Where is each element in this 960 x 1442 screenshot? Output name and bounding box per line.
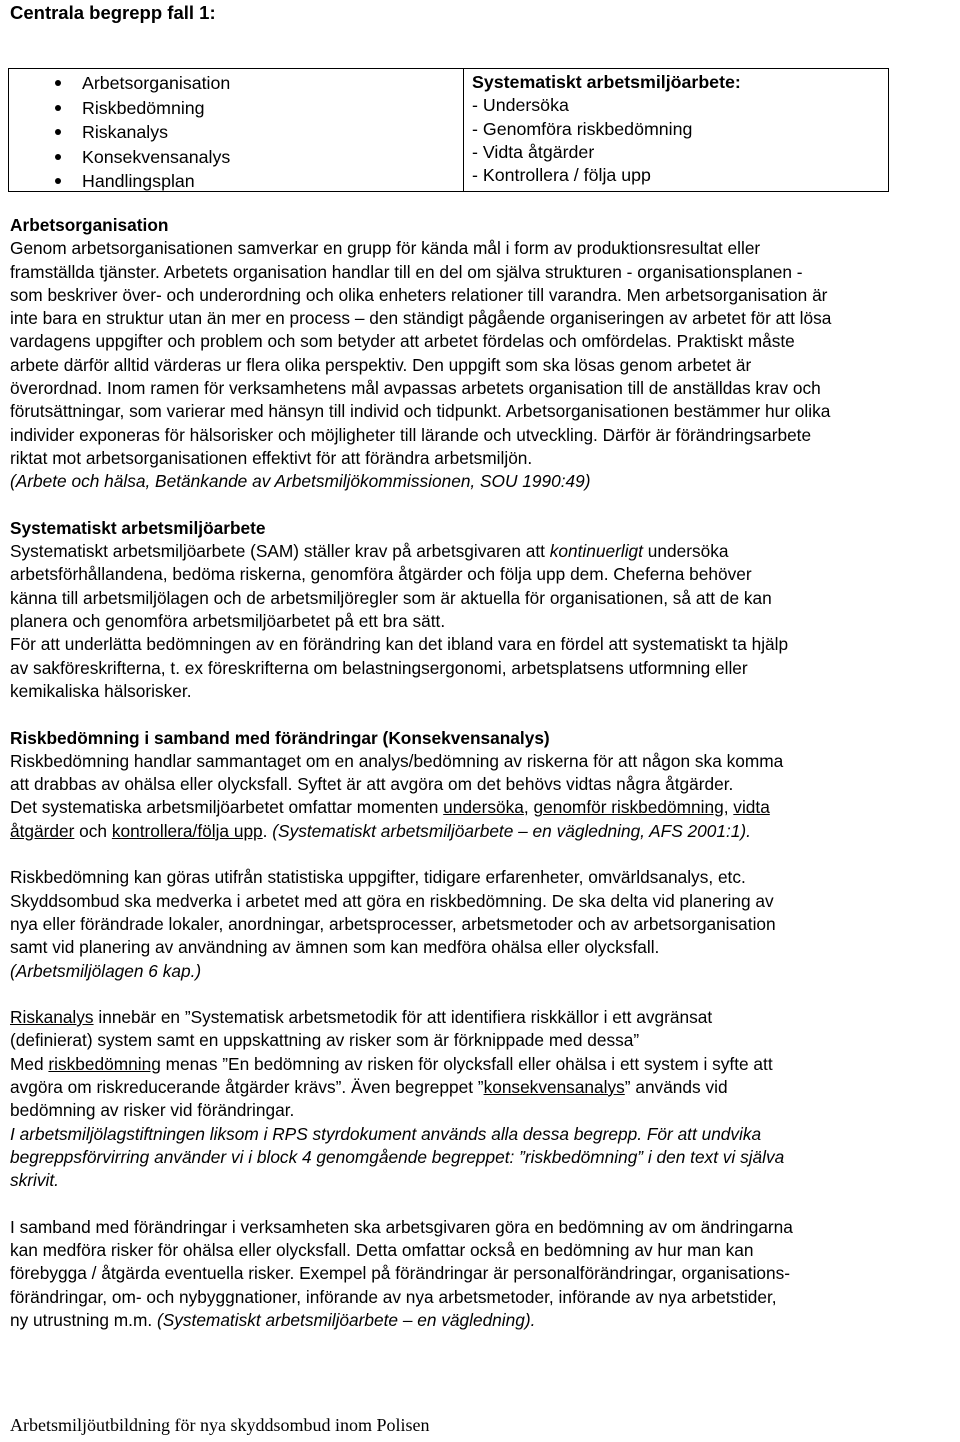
text-line: förutsättningar, som varierar med hänsyn till individ och tidpunkt. Arbetsorganisationen bestämmer hur olika xyxy=(10,401,831,422)
document-body xyxy=(10,214,950,1332)
concept-list xyxy=(9,71,230,194)
section-heading-arbetsorganisation: Arbetsorganisation xyxy=(10,215,169,235)
section-heading-riskbedomning: Riskbedömning i samband med förändringar (Konsekvensanalys) xyxy=(10,727,550,748)
sam-step: - Kontrollera / följa upp xyxy=(472,165,651,186)
bullet-icon xyxy=(55,105,61,111)
text-line: I arbetsmiljölagstiftningen liksom i RPS styrdokument används alla dessa begrepp. För att undvika xyxy=(10,1123,762,1144)
sam-step: - Vidta åtgärder xyxy=(472,141,595,162)
text-line: Det systematiska arbetsmiljöarbetet omfattar momenten undersöka, genomför riskbedömning, vidta xyxy=(10,797,770,818)
concept-list-cell xyxy=(9,69,464,191)
text-line: förändringar, om- och nybyggnationer, införande av nya arbetsmetoder, införande av nya arbetstider, xyxy=(10,1286,777,1307)
text-line: ny utrustning m.m. (Systematiskt arbetsmiljöarbete – en vägledning). xyxy=(10,1309,536,1330)
page-footer: Arbetsmiljöutbildning för nya skyddsombud inom Polisen xyxy=(10,1415,430,1435)
text-line: vardagens uppgifter och problem och som betyder att arbetet fördelas och omfördelas. Praktiskt måste xyxy=(10,331,795,352)
text-line: Systematiskt arbetsmiljöarbete (SAM) ställer krav på arbetsgivaren att kontinuerligt undersöka xyxy=(10,541,729,562)
list-item: Arbetsorganisation xyxy=(9,71,230,96)
text-line: känna till arbetsmiljölagen och de arbetsmiljöregler som är aktuella för organisationen, så att de kan xyxy=(10,587,772,608)
list-item: Riskbedömning xyxy=(9,96,230,121)
bullet-icon xyxy=(55,178,61,184)
list-item: Handlingsplan xyxy=(9,169,230,194)
text-line: Riskbedömning handlar sammantaget om en analys/bedömning av riskerna för att någon ska komma xyxy=(10,750,784,771)
text-line: inte bara en struktur utan än mer en process – den ständigt pågående organiseringen av arbetet för att lösa xyxy=(10,308,832,329)
text-line: samt vid planering av användning av ämnen som kan medföra ohälsa eller olycksfall. xyxy=(10,937,660,958)
text-line: För att underlätta bedömningen av en förändring kan det ibland vara en fördel att systematiskt ta hjälp xyxy=(10,634,789,655)
text-line: arbetsförhållandena, bedöma riskerna, genomföra åtgärder och följa upp dem. Cheferna behöver xyxy=(10,564,752,585)
text-line: kemikaliska hälsorisker. xyxy=(10,680,192,701)
text-line: begreppsförvirring använder vi i block 4 genomgående begreppet: ”riskbedömning” i den text vi själva xyxy=(10,1146,785,1167)
text-line: som beskriver över- och underordning och olika enheters relationer till varandra. Men arbetsorganisation är xyxy=(10,284,828,305)
sam-steps-title: Systematiskt arbetsmiljöarbete: xyxy=(472,72,741,92)
sam-steps xyxy=(472,71,741,187)
text-line: överordnad. Inom ramen för verksamhetens mål avpassas arbetets organisation till de anställdas krav och xyxy=(10,378,821,399)
text-line: Riskanalys innebär en ”Systematisk arbetsmetodik för att identifiera riskkällor i ett avgränsat xyxy=(10,1007,713,1028)
text-line: Med riskbedömning menas ”En bedömning av risken för olycksfall eller ohälsa i ett system i syfte att xyxy=(10,1053,773,1074)
source-citation: (Arbete och hälsa, Betänkande av Arbetsmiljökommissionen, SOU 1990:49) xyxy=(10,471,591,492)
sam-step: - Genomföra riskbedömning xyxy=(472,118,693,139)
list-item: Riskanalys xyxy=(9,120,230,145)
text-line: av sakföreskrifterna, t. ex föreskrifterna om belastningsergonomi, arbetsplatsens utformning eller xyxy=(10,657,748,678)
text-line: Riskbedömning kan göras utifrån statistiska uppgifter, tidigare erfarenheter, omvärldsanalys, etc. xyxy=(10,867,746,888)
text-line: arbete därför alltid värderas ur flera olika perspektiv. Den uppgift som ska lösas genom arbetet är xyxy=(10,354,752,375)
text-line: individer exponeras för hälsorisker och möjligheter till lärande och utveckling. Därför är förändringsarbete xyxy=(10,424,812,445)
bullet-icon xyxy=(55,154,61,160)
bullet-icon xyxy=(55,80,61,86)
text-line: planera och genomföra arbetsmiljöarbetet på ett bra sätt. xyxy=(10,611,446,632)
sam-step: - Undersöka xyxy=(472,95,569,116)
text-line: avgöra om riskreducerande åtgärder krävs”. Även begreppet ”konsekvensanalys” används vid xyxy=(10,1076,728,1097)
text-line: skrivit. xyxy=(10,1170,59,1191)
sam-steps-cell xyxy=(464,69,888,191)
section-heading-sam: Systematiskt arbetsmiljöarbete xyxy=(10,517,266,538)
text-line: I samband med förändringar i verksamheten ska arbetsgivaren göra en bedömning av om ändringarna xyxy=(10,1216,793,1237)
text-line: riktat mot arbetsorganisationen effektivt för att förändra arbetsmiljön. xyxy=(10,447,533,468)
text-line: framställda tjänster. Arbetets organisation handlar till en del om själva strukturen - organisationsplanen - xyxy=(10,261,803,282)
page-title: Centrala begrepp fall 1: xyxy=(10,2,216,23)
list-item: Konsekvensanalys xyxy=(9,145,230,170)
text-line: nya eller förändrade lokaler, anordningar, arbetsprocesser, arbetsmetoder och av arbetsorganisation xyxy=(10,913,776,934)
text-line: att drabbas av ohälsa eller olycksfall. Syftet är att avgöra om det behövs vidtas några åtgärder. xyxy=(10,774,734,795)
text-line: bedömning av risker vid förändringar. xyxy=(10,1100,295,1121)
text-line: förebygga / åtgärda eventuella risker. Exempel på förändringar är personalförändringar, organisations- xyxy=(10,1263,791,1284)
text-line: åtgärder och kontrollera/följa upp. (Systematiskt arbetsmiljöarbete – en vägledning, AFS 2001:1). xyxy=(10,820,751,841)
text-line: Genom arbetsorganisationen samverkar en grupp för kända mål i form av produktionsresultat eller xyxy=(10,238,761,259)
text-line: (definierat) system samt en uppskattning av risker som är förknippade med dessa” xyxy=(10,1030,640,1051)
text-line: kan medföra risker för ohälsa eller olycksfall. Detta omfattar också en bedömning av hur man kan xyxy=(10,1240,754,1261)
source-citation: (Arbetsmiljölagen 6 kap.) xyxy=(10,960,202,981)
concept-table xyxy=(8,68,889,192)
bullet-icon xyxy=(55,129,61,135)
text-line: Skyddsombud ska medverka i arbetet med att göra en riskbedömning. De ska delta vid planering av xyxy=(10,890,774,911)
